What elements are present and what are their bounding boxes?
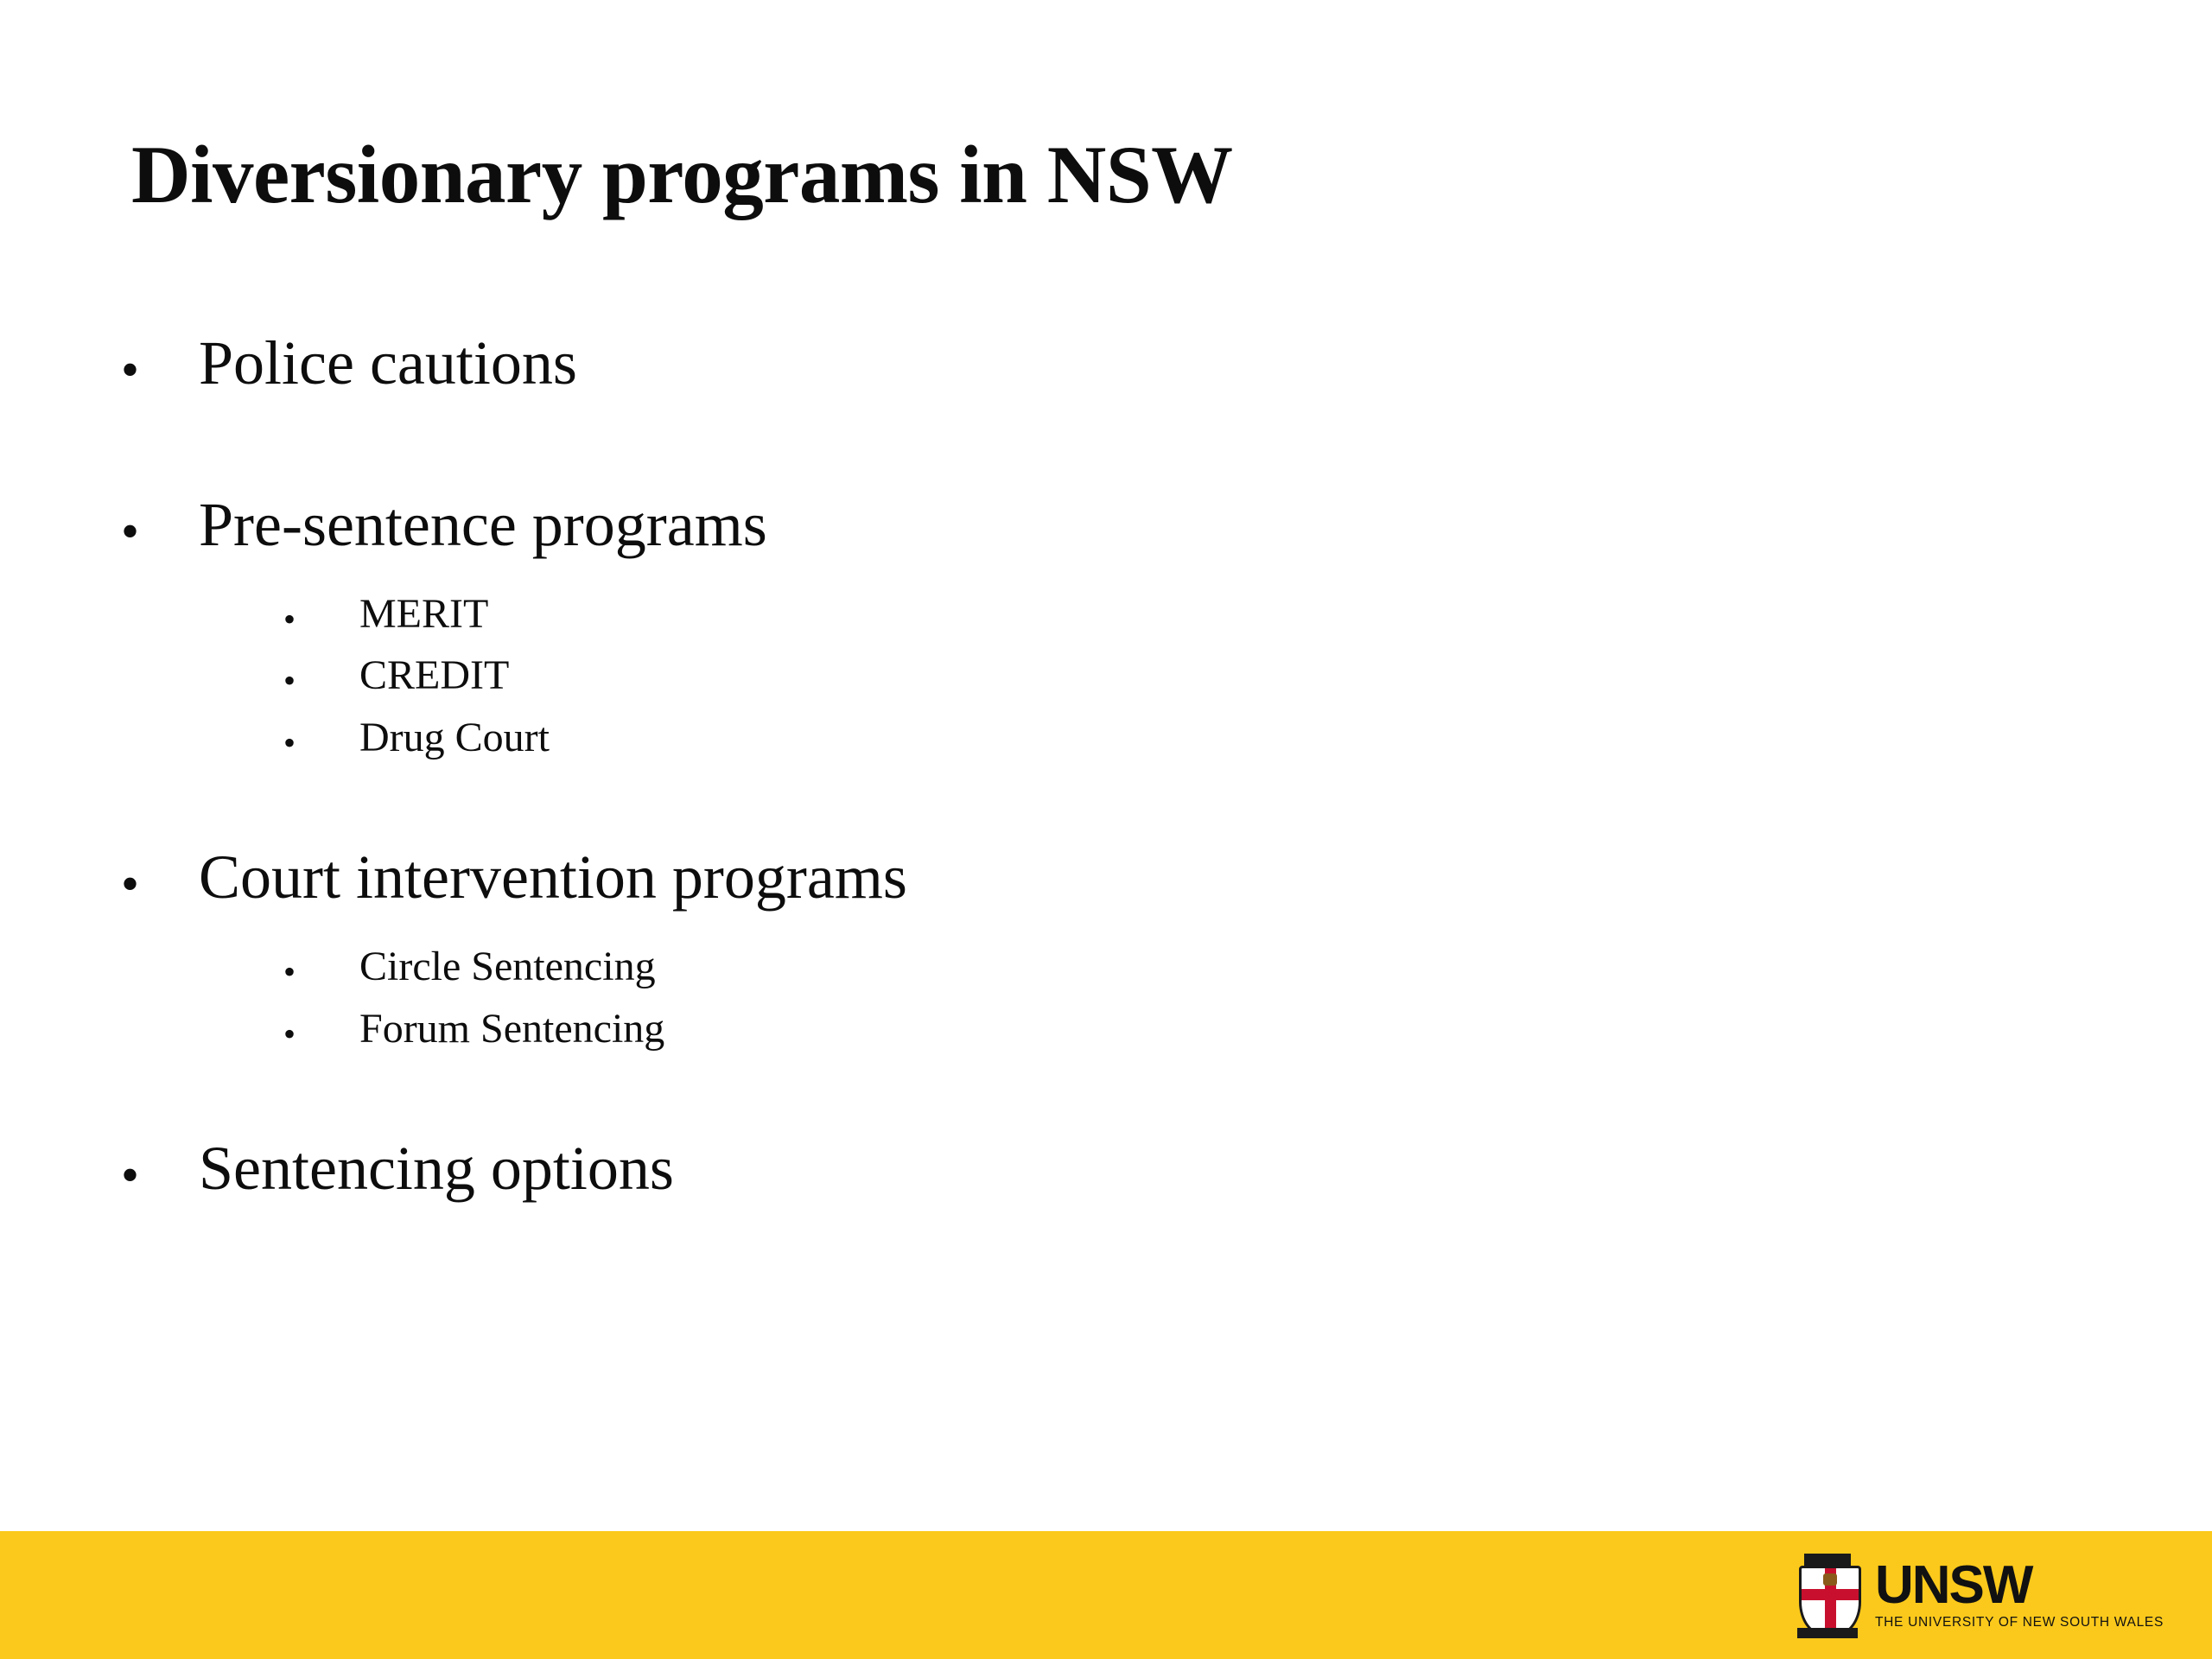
sub-list-item <box>121 1005 2022 1052</box>
bullet-icon: • <box>283 661 296 701</box>
list-item <box>121 328 2022 398</box>
spacer <box>121 775 2022 842</box>
spacer <box>121 1066 2022 1134</box>
bullet-icon: • <box>121 341 140 398</box>
list-item-label: Court intervention programs <box>199 842 907 912</box>
page-title: Diversionary programs in NSW <box>131 129 1233 220</box>
unsw-logo <box>1794 1547 2164 1643</box>
sub-list <box>121 590 2022 761</box>
sub-list-item-label: Forum Sentencing <box>359 1005 665 1052</box>
list-item-label: Pre-sentence programs <box>199 489 767 559</box>
bullet-icon: • <box>121 1146 140 1204</box>
list-item <box>121 490 2022 560</box>
sub-list <box>121 943 2022 1052</box>
list-item <box>121 1134 2022 1204</box>
spacer <box>121 429 2022 490</box>
sub-list-item-label: CREDIT <box>359 652 510 699</box>
logo-tagline: THE UNIVERSITY OF NEW SOUTH WALES <box>1875 1614 2164 1630</box>
sub-list-item <box>121 714 2022 761</box>
sub-list-item <box>121 943 2022 990</box>
crest-icon <box>1794 1552 1861 1638</box>
bullet-list <box>121 328 2022 1234</box>
list-item-label: Sentencing options <box>199 1133 674 1203</box>
list-item-label: Police cautions <box>199 328 577 397</box>
bullet-icon: • <box>283 600 296 639</box>
bullet-icon: • <box>283 952 296 992</box>
sub-list-item-label: Drug Court <box>359 714 550 760</box>
bullet-icon: • <box>283 722 296 762</box>
bullet-icon: • <box>121 855 140 912</box>
sub-list-item-label: MERIT <box>359 591 489 638</box>
sub-list-item <box>121 590 2022 638</box>
sub-list-item <box>121 652 2022 699</box>
list-item <box>121 842 2022 912</box>
logo-wordmark <box>1875 1555 2164 1630</box>
bullet-icon: • <box>121 502 140 560</box>
bullet-icon: • <box>283 1014 296 1053</box>
logo-text: UNSW <box>1875 1555 2032 1616</box>
sub-list-item-label: Circle Sentencing <box>359 944 656 990</box>
